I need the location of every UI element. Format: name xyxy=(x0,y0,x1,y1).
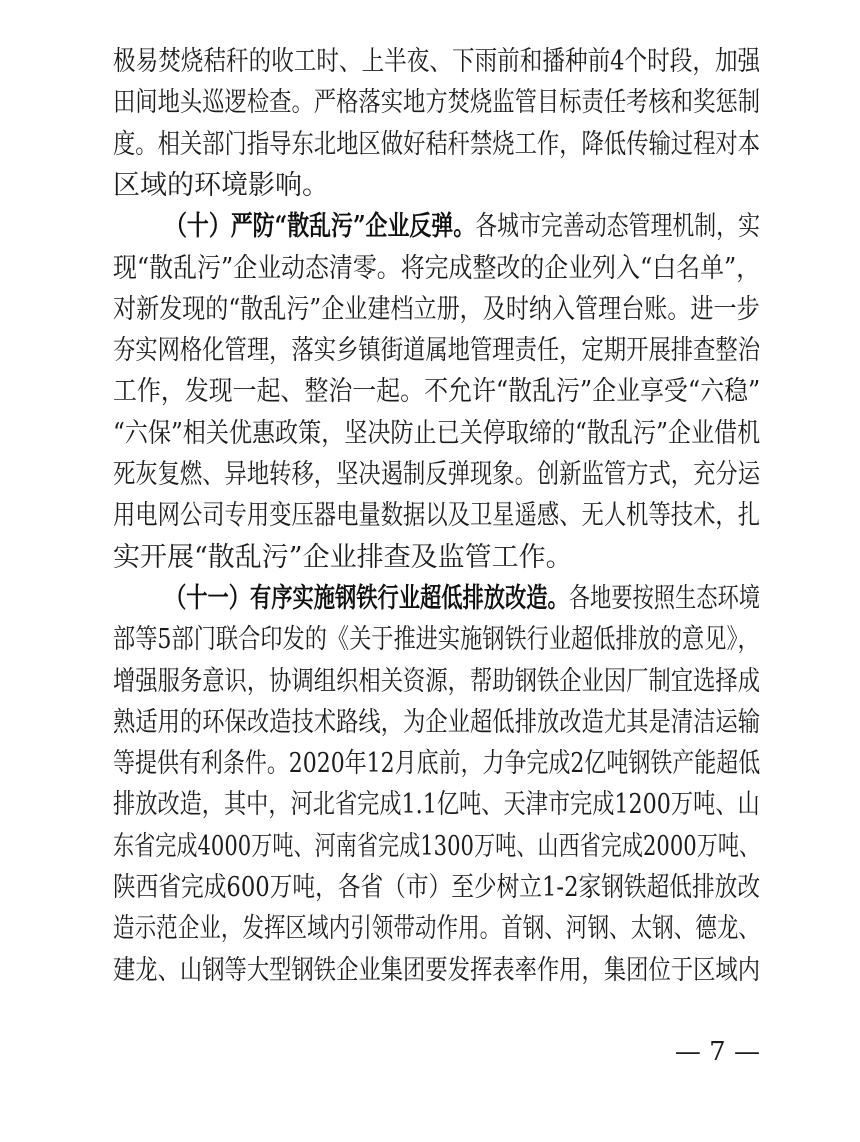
paragraph-text: 部等5部门联合印发的《关于推进实施钢铁行业超低排放的意见》， xyxy=(113,624,760,656)
paragraph-text: “六保”相关优惠政策，坚决防止已关停取缔的“散乱污”企业借机 xyxy=(113,417,761,449)
text-line-content xyxy=(113,123,760,167)
text-line-content xyxy=(113,247,760,291)
text-line xyxy=(0,866,860,910)
section-heading: （十一）有序实施钢铁行业超低排放改造。 xyxy=(165,582,569,614)
text-line xyxy=(0,701,860,745)
text-line-content xyxy=(113,825,760,869)
text-line-content xyxy=(113,453,760,497)
paragraph-text: 等提供有利条件。2020年12月底前，力争完成2亿吨钢铁产能超低 xyxy=(113,748,761,780)
text-line-content xyxy=(113,742,760,786)
text-line-content xyxy=(113,412,760,456)
section-heading: （十）严防“散乱污”企业反弹。 xyxy=(165,211,476,243)
paragraph-text: 陕西省完成600万吨，各省（市）至少树立1-2家钢铁超低排放改 xyxy=(113,872,761,903)
paragraph-text: 田间地头巡逻检查。严格落实地方焚烧监管目标责任考核和奖惩制 xyxy=(113,87,760,119)
text-line-content xyxy=(113,288,760,332)
text-line-content xyxy=(113,907,760,951)
paragraph-text: 夯实网格化管理，落实乡镇街道属地管理责任，定期开展排查整治 xyxy=(113,335,760,367)
paragraph-text: 极易焚烧秸秆的收工时、上半夜、下雨前和播种前4个时段，加强 xyxy=(113,46,761,77)
text-line-content xyxy=(113,701,760,745)
text-line xyxy=(0,618,860,662)
text-line xyxy=(0,123,860,167)
text-line-content xyxy=(113,494,760,538)
text-line xyxy=(0,742,860,786)
text-line xyxy=(0,577,860,621)
text-line xyxy=(0,329,860,373)
text-line xyxy=(0,81,860,125)
text-line xyxy=(0,247,860,291)
paragraph-text: 工作，发现一起、整治一起。不允许“散乱污”企业享受“六稳” xyxy=(113,376,761,408)
text-line xyxy=(0,412,860,456)
paragraph-text: 增强服务意识，协调组织相关资源，帮助钢铁企业因厂制宜选择成 xyxy=(113,665,760,697)
paragraph-text: 区域的环境影响。 xyxy=(113,169,329,201)
text-line-content xyxy=(113,164,329,208)
text-line-content xyxy=(113,536,573,580)
page-number: — 7 — xyxy=(674,1037,760,1067)
paragraph-text: 各地要按照生态环境 xyxy=(568,582,760,614)
text-line xyxy=(0,453,860,497)
text-line xyxy=(0,825,860,869)
paragraph-text: 现“散乱污”企业动态清零。将完成整改的企业列入“白名单”， xyxy=(113,252,761,284)
text-line-content xyxy=(113,329,760,373)
text-line-content xyxy=(165,205,760,249)
paragraph-text: 实开展“散乱污”企业排查及监管工作。 xyxy=(113,541,573,573)
text-line xyxy=(0,907,860,951)
text-line xyxy=(0,660,860,704)
text-line-content xyxy=(113,618,760,662)
text-line-content xyxy=(165,577,760,621)
paragraph-text: 东省完成4000万吨、河南省完成1300万吨、山西省完成2000万吨、 xyxy=(113,830,761,862)
text-line-content xyxy=(113,783,760,827)
paragraph-text: 度。相关部门指导东北地区做好秸秆禁烧工作，降低传输过程对本 xyxy=(113,128,760,160)
text-line xyxy=(0,536,860,580)
paragraph-text: 熟适用的环保改造技术路线，为企业超低排放改造尤其是清洁运输 xyxy=(113,706,760,738)
paragraph-text: 造示范企业，发挥区域内引领带动作用。首钢、河钢、太钢、德龙、 xyxy=(113,913,760,945)
text-line xyxy=(0,288,860,332)
text-line-content xyxy=(113,660,760,704)
text-line xyxy=(0,783,860,827)
text-line xyxy=(0,40,860,84)
text-line xyxy=(0,370,860,414)
text-line xyxy=(0,494,860,538)
paragraph-text: 各城市完善动态管理机制，实 xyxy=(475,211,761,243)
text-line-content xyxy=(113,81,760,125)
paragraph-text: 对新发现的“散乱污”企业建档立册，及时纳入管理台账。进一步 xyxy=(113,293,760,325)
paragraph-text: 死灰复燃、异地转移，坚决遏制反弹现象。创新监管方式，充分运 xyxy=(113,459,760,490)
text-line xyxy=(0,949,860,993)
paragraph-text: 用电网公司专用变压器电量数据以及卫星遥感、无人机等技术，扎 xyxy=(113,500,760,532)
text-line-content xyxy=(113,866,760,910)
paragraph-text: 排放改造，其中，河北省完成1.1亿吨、天津市完成1200万吨、山 xyxy=(113,789,760,821)
text-line-content xyxy=(113,40,760,84)
paragraph-text: 建龙、山钢等大型钢铁企业集团要发挥表率作用，集团位于区域内 xyxy=(113,954,760,986)
text-line-content xyxy=(113,370,760,414)
text-line xyxy=(0,164,860,208)
text-line xyxy=(0,205,860,249)
text-line-content xyxy=(113,949,760,993)
